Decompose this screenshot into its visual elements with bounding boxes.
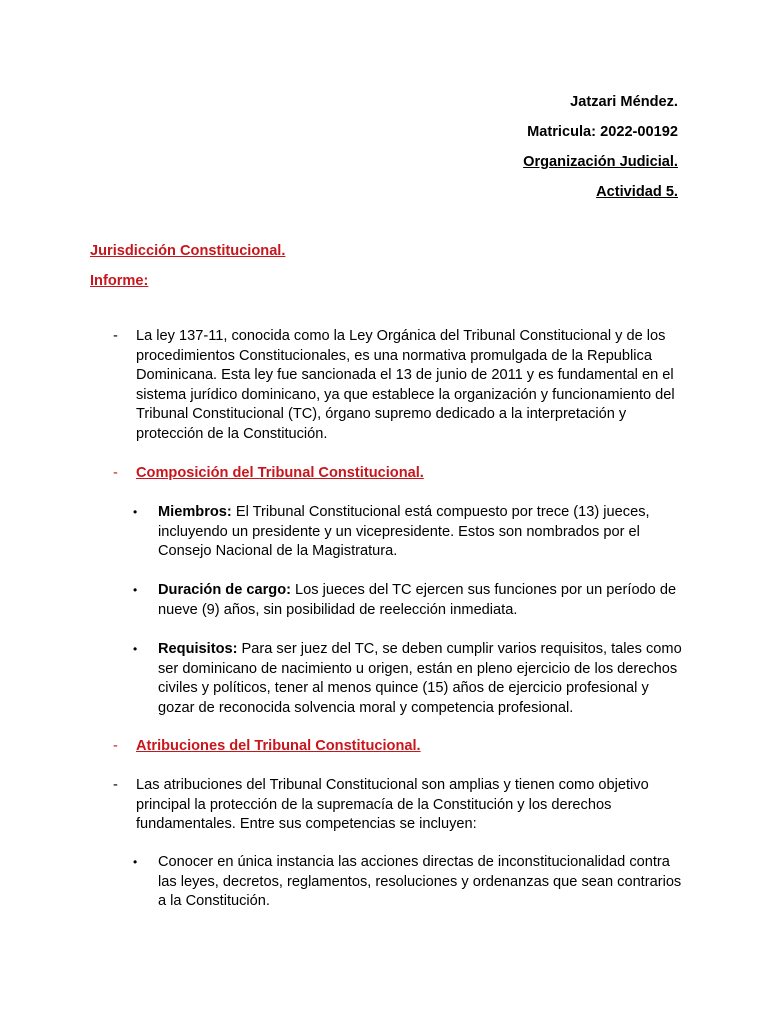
item-text: El Tribunal Constitucional está compuesto por trece (13) jueces, incluyendo un presidente y un vicepresidente. Estos son nombrados por el Consejo Nacional de la Magistratura.	[158, 504, 650, 559]
bullet-marker: •	[133, 583, 138, 597]
bullet-marker: •	[133, 855, 138, 869]
author-name: Jatzari Méndez.	[570, 94, 678, 110]
composition-heading: Composición del Tribunal Constitucional.	[136, 465, 424, 481]
bullet-marker: •	[133, 642, 138, 656]
document-title: Jurisdicción Constitucional.	[90, 243, 286, 259]
list-item	[158, 640, 688, 718]
dash-marker: -	[113, 465, 118, 481]
dash-marker: -	[113, 738, 118, 754]
header-block	[523, 92, 678, 212]
list-item: Conocer en única instancia las acciones directas de inconstitucionalidad contra las leyes, decretos, reglamentos, resoluciones y ordenanzas que sean contrarios a la Constitución.	[158, 854, 682, 909]
activity-label: Actividad 5.	[596, 184, 678, 200]
item-label: Miembros:	[158, 504, 232, 520]
course-name: Organización Judicial.	[523, 154, 678, 170]
document-subtitle: Informe:	[90, 273, 149, 289]
item-label: Requisitos:	[158, 641, 238, 657]
attributions-intro: Las atribuciones del Tribunal Constitucional son amplias y tienen como objetivo principal la protección de la supremacía de la Constitución y los derechos fundamentales. Entre sus competencias se incluyen:	[136, 777, 649, 832]
student-id: Matricula: 2022-00192	[527, 124, 678, 140]
bullet-marker: •	[133, 505, 138, 519]
dash-marker: -	[113, 328, 118, 344]
list-item	[158, 581, 688, 620]
attributions-heading: Atribuciones del Tribunal Constitucional.	[136, 738, 421, 754]
item-text: Para ser juez del TC, se deben cumplir varios requisitos, tales como ser dominicano de nacimiento u origen, están en pleno ejercicio de los derechos civiles y políticos, tener al menos quince (15) años de ejercicio profesional y gozar de reconocida solvencia moral y competencia profesional.	[158, 641, 682, 716]
item-text: Los jueces del TC ejercen sus funciones por un período de nueve (9) años, sin posibilidad de reelección inmediata.	[158, 582, 677, 618]
item-label: Duración de cargo:	[158, 582, 291, 598]
list-item	[158, 503, 688, 562]
dash-marker: -	[113, 777, 118, 793]
intro-paragraph: La ley 137-11, conocida como la Ley Orgánica del Tribunal Constitucional y de los procedimientos Constitucionales, es una normativa promulgada de la Republica Dominicana. Esta ley fue sancionada el 13 de junio de 2011 y es fundamental en el sistema jurídico dominicano, ya que establece la organización y funcionamiento del Tribunal Constitucional (TC), órgano supremo dedicado a la interpretación y protección de la Constitución.	[136, 328, 675, 442]
